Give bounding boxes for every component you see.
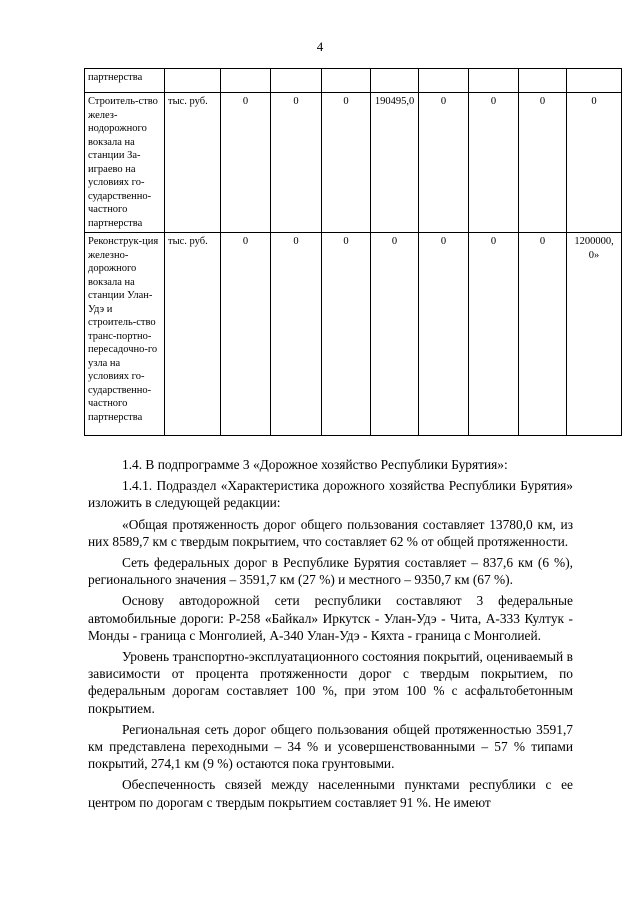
cell-value: 0 [271, 233, 322, 436]
paragraph: Уровень транспортно-эксплуатационного состояния покрытий, оцениваемый в зависимости от процента протяженности дорог с твердым покрытием, по федеральным дорогам составляет 100 %, при этом 100 % с асфальтобетонным покрытием. [88, 649, 573, 716]
cell-value: 1200000, 0» [567, 233, 622, 436]
cell-value: 190495,0 [371, 93, 419, 233]
cell-value: 0 [221, 93, 271, 233]
paragraph: Обеспеченность связей между населенными пунктами республики с ее центром по дорогам с твердым покрытием составляет 91 %. Не имеют [88, 777, 573, 810]
cell-value: 0 [322, 93, 371, 233]
paragraph: 1.4.1. Подраздел «Характеристика дорожного хозяйства Республики Бурятия» изложить в следующей редакции: [88, 478, 573, 511]
cell-value: 0 [469, 233, 519, 436]
table-row [85, 233, 622, 436]
cell-value: 0 [322, 233, 371, 436]
paragraph: «Общая протяженность дорог общего пользования составляет 13780,0 км, из них 8589,7 км с твердым покрытием, что составляет 62 % от общей протяженности. [88, 516, 573, 549]
cell-name: Реконструк-ция железно-дорожного вокзала на станции Улан-Удэ и строитель-ство транс-портно-пересадочно-го узла на условиях го-сударственно-частного партнерства [85, 233, 165, 436]
cell-value: 0 [519, 233, 567, 436]
cell-value: 0 [469, 93, 519, 233]
paragraph: Основу автодорожной сети республики составляют 3 федеральные автомобильные дороги: Р-258 «Байкал» Иркутск - Улан-Удэ - Чита, А-333 Култук - Монды - граница с Монголией, А-340 Улан-Удэ - Кяхта - граница с Монголией. [88, 593, 573, 643]
paragraph: Региональная сеть дорог общего пользования общей протяженностью 3591,7 км представлена переходными – 34 % и усовершенствованными – 57 % типами покрытий, 274,1 км (9 %) остаются пока грунтовыми. [88, 721, 573, 772]
cell-value: 0 [221, 233, 271, 436]
cell-unit: тыс. руб. [165, 233, 221, 436]
cell-unit: тыс. руб. [165, 93, 221, 233]
paragraph: 1.4. В подпрограмме 3 «Дорожное хозяйство Республики Бурятия»: [122, 457, 508, 472]
cell-value: 0 [371, 233, 419, 436]
cell-value: 0 [271, 93, 322, 233]
paragraph: Сеть федеральных дорог в Республике Бурятия составляет – 837,6 км (6 %), регионального значения – 3591,7 км (27 %) и местного – 9350,7 км (67 %). [88, 555, 573, 588]
table-row [85, 69, 622, 93]
table-row [85, 93, 622, 233]
cell-value: 0 [419, 93, 469, 233]
cell-value: 0 [419, 233, 469, 436]
cell-value: 0 [519, 93, 567, 233]
page-number: 4 [316, 39, 324, 54]
cell-name: Строитель-ство желез-нодорожного вокзала на станции За-играево на условиях го-сударственно-частного партнерства [85, 93, 165, 233]
body-text [88, 456, 573, 815]
cell-value: 0 [567, 93, 622, 233]
cell-name: партнерства [85, 69, 165, 93]
budget-table [84, 68, 622, 436]
